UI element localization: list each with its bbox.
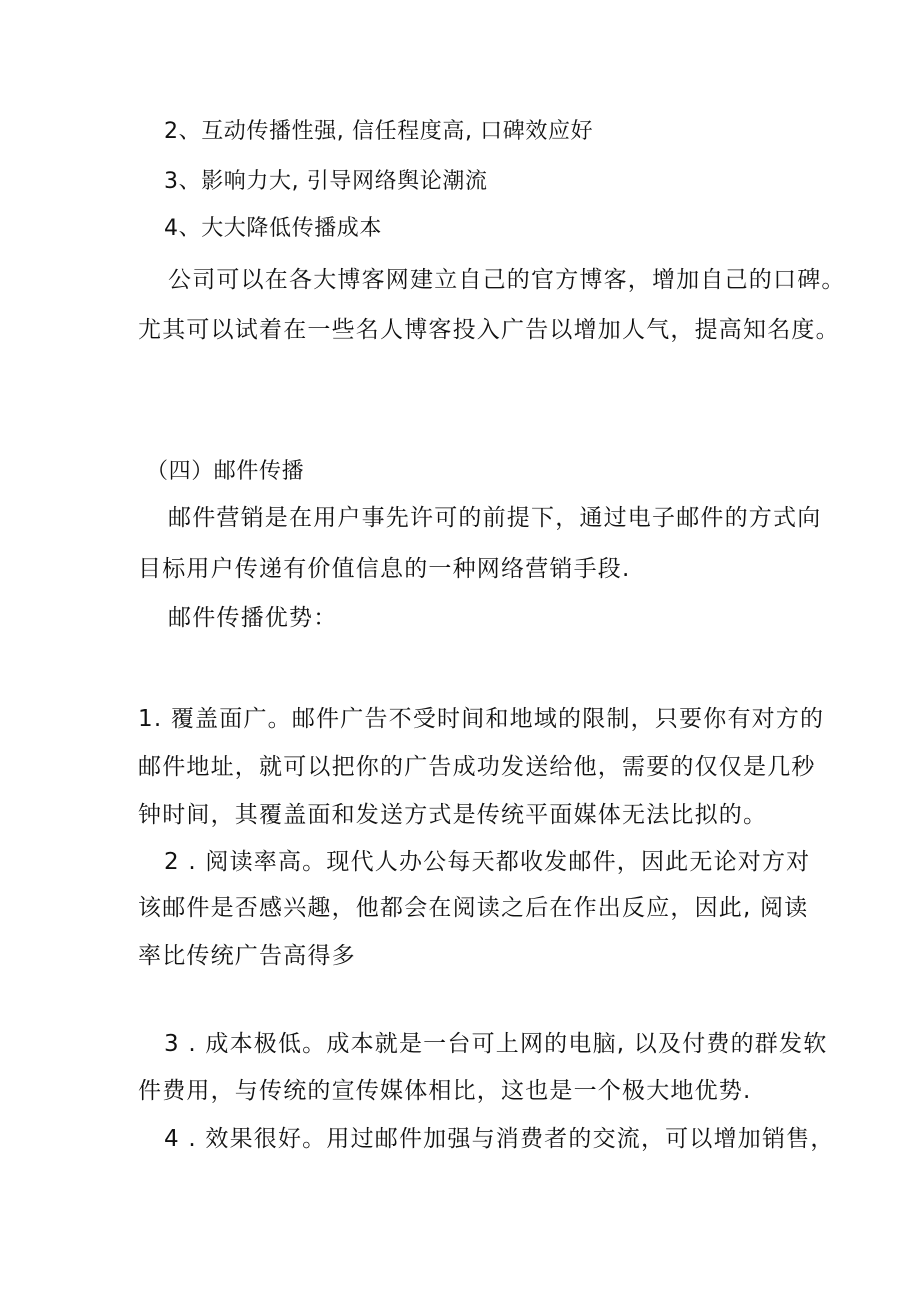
advantage-2-line-2: 该邮件是否感兴趣，他都会在阅读之后在作出反应，因此, 阅读: [138, 895, 809, 921]
section-heading: （四）邮件传播: [146, 459, 305, 484]
blog-paragraph-line-1: 公司可以在各大博客网建立自己的官方博客，增加自己的口碑。: [168, 267, 846, 293]
email-definition-line-1: 邮件营销是在用户事先许可的前提下，通过电子邮件的方式向: [168, 505, 822, 531]
advantage-4-line-1: 4 . 效果很好。用过邮件加强与消费者的交流，可以增加销售，: [164, 1126, 835, 1152]
advantage-1-line-3: 钟时间，其覆盖面和发送方式是传统平面媒体无法比拟的。: [138, 802, 768, 828]
advantages-title: 邮件传播优势：: [168, 605, 338, 631]
advantage-1-line-1: 1. 覆盖面广。邮件广告不受时间和地域的限制，只要你有对方的: [138, 706, 825, 732]
advantage-2-line-1: 2 . 阅读率高。现代人办公每天都收发邮件，因此无论对方对: [164, 849, 811, 875]
list-item-2: 2、互动传播性强, 信任程度高, 口碑效应好: [164, 119, 594, 144]
advantage-1-line-2: 邮件地址，就可以把你的广告成功发送给他，需要的仅仅是几秒: [138, 754, 816, 780]
advantage-3-line-2: 件费用，与传统的宣传媒体相比，这也是一个极大地优势.: [138, 1078, 752, 1104]
list-item-4: 4、大大降低传播成本: [164, 216, 382, 241]
advantage-3-line-1: 3 . 成本极低。成本就是一台可上网的电脑, 以及付费的群发软: [164, 1031, 828, 1057]
blog-paragraph-line-2: 尤其可以试着在一些名人博客投入广告以增加人气，提高知名度。: [138, 317, 840, 343]
list-item-3: 3、影响力大, 引导网络舆论潮流: [164, 169, 488, 194]
email-definition-line-2: 目标用户传递有价值信息的一种网络营销手段.: [138, 556, 631, 582]
advantage-2-line-3: 率比传统广告高得多: [138, 943, 356, 969]
